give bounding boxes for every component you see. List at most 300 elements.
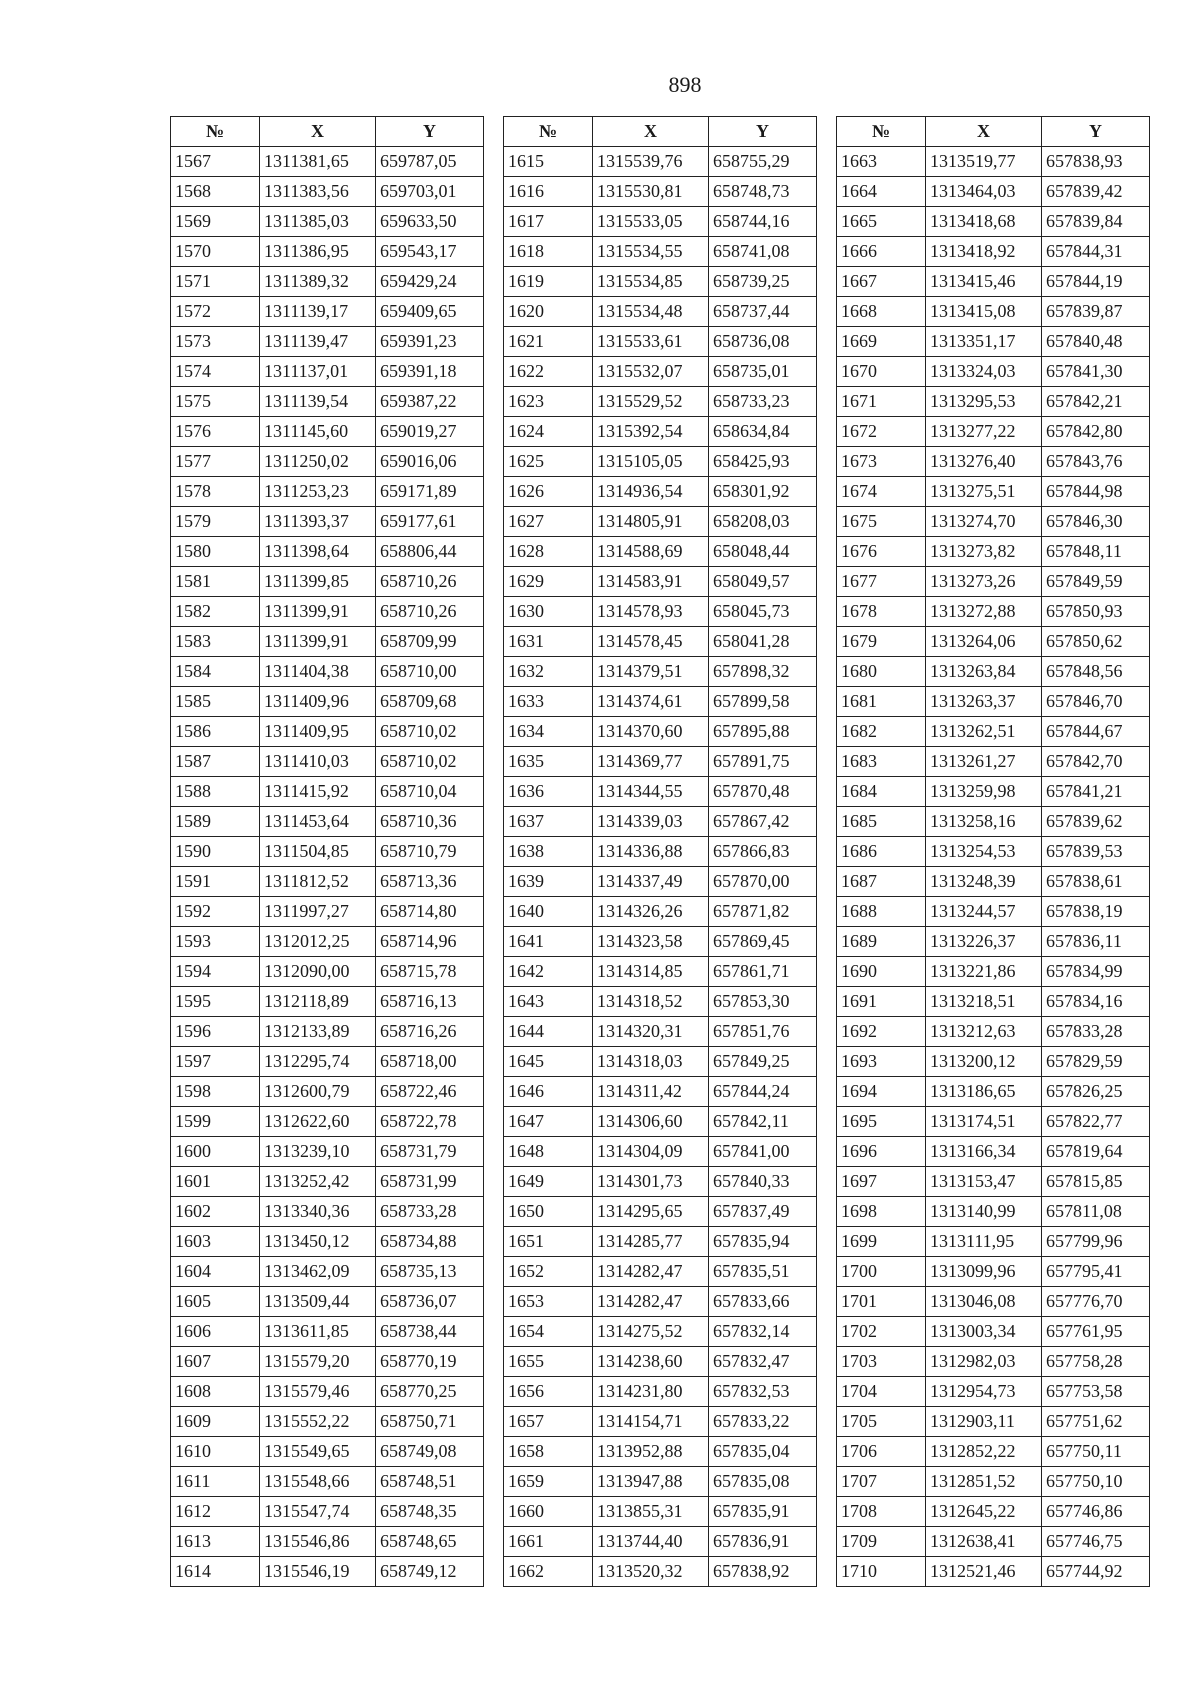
- y-coordinate-cell: 658049,57: [709, 567, 817, 597]
- table-row: [837, 1257, 1150, 1287]
- point-number-cell: 1632: [504, 657, 593, 687]
- table-row: [837, 1107, 1150, 1137]
- table-row: [837, 927, 1150, 957]
- point-number-cell: 1634: [504, 717, 593, 747]
- table-row: [171, 1557, 484, 1587]
- table-row: [837, 1167, 1150, 1197]
- point-number-cell: 1689: [837, 927, 926, 957]
- point-number-cell: 1683: [837, 747, 926, 777]
- table-row: [504, 447, 817, 477]
- x-coordinate-cell: 1311381,65: [260, 147, 376, 177]
- x-coordinate-cell: 1314282,47: [593, 1257, 709, 1287]
- table-row: [504, 747, 817, 777]
- y-coordinate-cell: 657826,25: [1042, 1077, 1150, 1107]
- point-number-cell: 1682: [837, 717, 926, 747]
- point-number-cell: 1697: [837, 1167, 926, 1197]
- table-row: [171, 867, 484, 897]
- x-coordinate-cell: 1312118,89: [260, 987, 376, 1017]
- x-coordinate-cell: 1312852,22: [926, 1437, 1042, 1467]
- point-number-cell: 1695: [837, 1107, 926, 1137]
- table-row: [171, 1317, 484, 1347]
- point-number-cell: 1663: [837, 147, 926, 177]
- y-coordinate-cell: 659391,23: [376, 327, 484, 357]
- y-coordinate-cell: 657839,87: [1042, 297, 1150, 327]
- x-coordinate-cell: 1315552,22: [260, 1407, 376, 1437]
- x-coordinate-cell: 1314370,60: [593, 717, 709, 747]
- x-coordinate-cell: 1312638,41: [926, 1527, 1042, 1557]
- y-coordinate-cell: 658739,25: [709, 267, 817, 297]
- table-row: [171, 807, 484, 837]
- x-header: X: [593, 117, 709, 147]
- x-coordinate-cell: 1311453,64: [260, 807, 376, 837]
- x-coordinate-cell: 1313418,92: [926, 237, 1042, 267]
- point-number-cell: 1667: [837, 267, 926, 297]
- x-coordinate-cell: 1311399,91: [260, 597, 376, 627]
- table-row: [837, 297, 1150, 327]
- y-coordinate-cell: 657869,45: [709, 927, 817, 957]
- y-coordinate-cell: 657839,84: [1042, 207, 1150, 237]
- table-row: [171, 1227, 484, 1257]
- point-number-cell: 1572: [171, 297, 260, 327]
- x-coordinate-cell: 1315534,55: [593, 237, 709, 267]
- table-row: [837, 1377, 1150, 1407]
- point-number-cell: 1639: [504, 867, 593, 897]
- y-coordinate-cell: 657834,16: [1042, 987, 1150, 1017]
- x-coordinate-cell: 1314588,69: [593, 537, 709, 567]
- y-coordinate-cell: 657848,56: [1042, 657, 1150, 687]
- y-coordinate-cell: 658748,51: [376, 1467, 484, 1497]
- point-number-cell: 1681: [837, 687, 926, 717]
- number-header: №: [171, 117, 260, 147]
- x-coordinate-cell: 1313046,08: [926, 1287, 1042, 1317]
- x-coordinate-cell: 1314379,51: [593, 657, 709, 687]
- table-row: [504, 867, 817, 897]
- table-row: [837, 627, 1150, 657]
- y-coordinate-cell: 658722,78: [376, 1107, 484, 1137]
- table-row: [504, 1227, 817, 1257]
- table-row: [504, 807, 817, 837]
- x-coordinate-cell: 1315579,20: [260, 1347, 376, 1377]
- point-number-cell: 1664: [837, 177, 926, 207]
- y-coordinate-cell: 658744,16: [709, 207, 817, 237]
- y-coordinate-cell: 658748,35: [376, 1497, 484, 1527]
- point-number-cell: 1605: [171, 1287, 260, 1317]
- point-number-cell: 1574: [171, 357, 260, 387]
- y-coordinate-cell: 658716,26: [376, 1017, 484, 1047]
- point-number-cell: 1615: [504, 147, 593, 177]
- y-coordinate-cell: 657850,62: [1042, 627, 1150, 657]
- y-coordinate-cell: 657849,59: [1042, 567, 1150, 597]
- point-number-cell: 1660: [504, 1497, 593, 1527]
- table-row: [504, 1047, 817, 1077]
- x-coordinate-cell: 1315539,76: [593, 147, 709, 177]
- x-coordinate-cell: 1313509,44: [260, 1287, 376, 1317]
- table-row: [504, 1017, 817, 1047]
- table-row: [837, 537, 1150, 567]
- x-coordinate-cell: 1313263,84: [926, 657, 1042, 687]
- x-coordinate-cell: 1313218,51: [926, 987, 1042, 1017]
- y-coordinate-cell: 657899,58: [709, 687, 817, 717]
- point-number-cell: 1631: [504, 627, 593, 657]
- y-coordinate-cell: 658634,84: [709, 417, 817, 447]
- x-coordinate-cell: 1313418,68: [926, 207, 1042, 237]
- x-coordinate-cell: 1311250,02: [260, 447, 376, 477]
- y-coordinate-cell: 658741,08: [709, 237, 817, 267]
- y-coordinate-cell: 657829,59: [1042, 1047, 1150, 1077]
- table-row: [171, 597, 484, 627]
- y-coordinate-cell: 658755,29: [709, 147, 817, 177]
- point-number-cell: 1590: [171, 837, 260, 867]
- y-coordinate-cell: 657836,91: [709, 1527, 817, 1557]
- point-number-cell: 1644: [504, 1017, 593, 1047]
- point-number-cell: 1584: [171, 657, 260, 687]
- table-row: [504, 657, 817, 687]
- point-number-cell: 1635: [504, 747, 593, 777]
- table-row: [837, 147, 1150, 177]
- table-row: [171, 1437, 484, 1467]
- table-row: [504, 537, 817, 567]
- x-coordinate-cell: 1311409,96: [260, 687, 376, 717]
- y-coordinate-cell: 658749,08: [376, 1437, 484, 1467]
- table-row: [171, 267, 484, 297]
- table-row: [504, 957, 817, 987]
- point-number-cell: 1618: [504, 237, 593, 267]
- y-coordinate-cell: 658716,13: [376, 987, 484, 1017]
- x-coordinate-cell: 1314318,03: [593, 1047, 709, 1077]
- table-row: [171, 537, 484, 567]
- y-coordinate-cell: 657751,62: [1042, 1407, 1150, 1437]
- x-coordinate-cell: 1313274,70: [926, 507, 1042, 537]
- table-row: [171, 327, 484, 357]
- point-number-cell: 1645: [504, 1047, 593, 1077]
- point-number-cell: 1625: [504, 447, 593, 477]
- table-row: [837, 1137, 1150, 1167]
- point-number-cell: 1706: [837, 1437, 926, 1467]
- point-number-cell: 1643: [504, 987, 593, 1017]
- x-coordinate-cell: 1313200,12: [926, 1047, 1042, 1077]
- point-number-cell: 1604: [171, 1257, 260, 1287]
- point-number-cell: 1646: [504, 1077, 593, 1107]
- y-coordinate-cell: 657841,21: [1042, 777, 1150, 807]
- table-row: [171, 1527, 484, 1557]
- table-row: [171, 387, 484, 417]
- x-coordinate-cell: 1313174,51: [926, 1107, 1042, 1137]
- table-row: [171, 177, 484, 207]
- table-row: [504, 507, 817, 537]
- table-row: [171, 897, 484, 927]
- point-number-cell: 1587: [171, 747, 260, 777]
- x-coordinate-cell: 1313519,77: [926, 147, 1042, 177]
- y-coordinate-cell: 657833,22: [709, 1407, 817, 1437]
- point-number-cell: 1591: [171, 867, 260, 897]
- y-coordinate-cell: 657758,28: [1042, 1347, 1150, 1377]
- table-row: [837, 837, 1150, 867]
- y-coordinate-cell: 659177,61: [376, 507, 484, 537]
- y-coordinate-cell: 658735,01: [709, 357, 817, 387]
- point-number-cell: 1676: [837, 537, 926, 567]
- x-coordinate-cell: 1314154,71: [593, 1407, 709, 1437]
- x-coordinate-cell: 1315546,19: [260, 1557, 376, 1587]
- point-number-cell: 1638: [504, 837, 593, 867]
- y-coordinate-cell: 657841,00: [709, 1137, 817, 1167]
- point-number-cell: 1649: [504, 1167, 593, 1197]
- point-number-cell: 1578: [171, 477, 260, 507]
- table-row: [837, 687, 1150, 717]
- table-row: [504, 597, 817, 627]
- coordinate-table-1: [170, 116, 484, 1587]
- point-number-cell: 1673: [837, 447, 926, 477]
- point-number-cell: 1593: [171, 927, 260, 957]
- x-coordinate-cell: 1314374,61: [593, 687, 709, 717]
- table-row: [504, 1257, 817, 1287]
- x-coordinate-cell: 1313275,51: [926, 477, 1042, 507]
- x-coordinate-cell: 1314318,52: [593, 987, 709, 1017]
- table-row: [504, 927, 817, 957]
- point-number-cell: 1657: [504, 1407, 593, 1437]
- x-coordinate-cell: 1315533,61: [593, 327, 709, 357]
- x-coordinate-cell: 1313140,99: [926, 1197, 1042, 1227]
- x-coordinate-cell: 1315529,52: [593, 387, 709, 417]
- y-coordinate-cell: 658048,44: [709, 537, 817, 567]
- x-coordinate-cell: 1313273,82: [926, 537, 1042, 567]
- y-coordinate-cell: 657898,32: [709, 657, 817, 687]
- table-row: [837, 207, 1150, 237]
- y-coordinate-cell: 658733,28: [376, 1197, 484, 1227]
- y-coordinate-cell: 657844,19: [1042, 267, 1150, 297]
- x-coordinate-cell: 1313239,10: [260, 1137, 376, 1167]
- y-coordinate-cell: 658045,73: [709, 597, 817, 627]
- y-coordinate-cell: 658710,26: [376, 597, 484, 627]
- y-coordinate-cell: 659016,06: [376, 447, 484, 477]
- y-coordinate-cell: 659387,22: [376, 387, 484, 417]
- table-row: [171, 657, 484, 687]
- x-coordinate-cell: 1311383,56: [260, 177, 376, 207]
- point-number-cell: 1670: [837, 357, 926, 387]
- table-row: [171, 1347, 484, 1377]
- table-row: [504, 237, 817, 267]
- table-row: [837, 447, 1150, 477]
- y-coordinate-cell: 657844,67: [1042, 717, 1150, 747]
- table-row: [504, 357, 817, 387]
- coordinate-table-2: [503, 116, 817, 1587]
- x-coordinate-cell: 1314339,03: [593, 807, 709, 837]
- table-row: [171, 1377, 484, 1407]
- x-coordinate-cell: 1313450,12: [260, 1227, 376, 1257]
- point-number-cell: 1652: [504, 1257, 593, 1287]
- x-coordinate-cell: 1313744,40: [593, 1527, 709, 1557]
- table-row: [837, 177, 1150, 207]
- point-number-cell: 1630: [504, 597, 593, 627]
- table-row: [504, 567, 817, 597]
- point-number-cell: 1612: [171, 1497, 260, 1527]
- x-coordinate-cell: 1313254,53: [926, 837, 1042, 867]
- table-row: [504, 687, 817, 717]
- y-coordinate-cell: 657870,00: [709, 867, 817, 897]
- x-coordinate-cell: 1314320,31: [593, 1017, 709, 1047]
- y-coordinate-cell: 658710,00: [376, 657, 484, 687]
- table-row: [837, 1047, 1150, 1077]
- x-coordinate-cell: 1312600,79: [260, 1077, 376, 1107]
- x-coordinate-cell: 1315546,86: [260, 1527, 376, 1557]
- y-coordinate-cell: 658731,99: [376, 1167, 484, 1197]
- point-number-cell: 1641: [504, 927, 593, 957]
- table-row: [171, 417, 484, 447]
- y-coordinate-cell: 658770,25: [376, 1377, 484, 1407]
- y-coordinate-cell: 657846,30: [1042, 507, 1150, 537]
- point-number-cell: 1688: [837, 897, 926, 927]
- y-coordinate-cell: 658208,03: [709, 507, 817, 537]
- y-coordinate-cell: 657832,47: [709, 1347, 817, 1377]
- x-coordinate-cell: 1315534,48: [593, 297, 709, 327]
- y-coordinate-cell: 659543,17: [376, 237, 484, 267]
- table-row: [504, 1437, 817, 1467]
- point-number-cell: 1622: [504, 357, 593, 387]
- x-coordinate-cell: 1314295,65: [593, 1197, 709, 1227]
- y-coordinate-cell: 657746,86: [1042, 1497, 1150, 1527]
- x-coordinate-cell: 1314805,91: [593, 507, 709, 537]
- x-coordinate-cell: 1313276,40: [926, 447, 1042, 477]
- y-coordinate-cell: 658710,79: [376, 837, 484, 867]
- x-coordinate-cell: 1314304,09: [593, 1137, 709, 1167]
- y-coordinate-cell: 657840,33: [709, 1167, 817, 1197]
- y-coordinate-cell: 658749,12: [376, 1557, 484, 1587]
- table-row: [837, 1017, 1150, 1047]
- table-row: [504, 147, 817, 177]
- point-number-cell: 1708: [837, 1497, 926, 1527]
- y-coordinate-cell: 657795,41: [1042, 1257, 1150, 1287]
- table-row: [837, 807, 1150, 837]
- y-coordinate-cell: 658770,19: [376, 1347, 484, 1377]
- table-row: [171, 237, 484, 267]
- point-number-cell: 1684: [837, 777, 926, 807]
- x-coordinate-cell: 1314314,85: [593, 957, 709, 987]
- point-number-cell: 1694: [837, 1077, 926, 1107]
- y-coordinate-cell: 657822,77: [1042, 1107, 1150, 1137]
- table-row: [504, 327, 817, 357]
- x-coordinate-cell: 1315547,74: [260, 1497, 376, 1527]
- point-number-cell: 1710: [837, 1557, 926, 1587]
- table-row: [171, 957, 484, 987]
- table-row: [171, 477, 484, 507]
- y-coordinate-cell: 657867,42: [709, 807, 817, 837]
- table-row: [504, 1287, 817, 1317]
- table-row: [504, 1107, 817, 1137]
- x-coordinate-cell: 1313226,37: [926, 927, 1042, 957]
- y-coordinate-cell: 658736,08: [709, 327, 817, 357]
- point-number-cell: 1692: [837, 1017, 926, 1047]
- y-coordinate-cell: 657836,11: [1042, 927, 1150, 957]
- table-row: [171, 747, 484, 777]
- point-number-cell: 1621: [504, 327, 593, 357]
- point-number-cell: 1585: [171, 687, 260, 717]
- y-coordinate-cell: 658734,88: [376, 1227, 484, 1257]
- y-coordinate-cell: 657835,04: [709, 1437, 817, 1467]
- y-coordinate-cell: 657835,91: [709, 1497, 817, 1527]
- x-coordinate-cell: 1313295,53: [926, 387, 1042, 417]
- point-number-cell: 1628: [504, 537, 593, 567]
- table-row: [171, 927, 484, 957]
- table-row: [837, 867, 1150, 897]
- point-number-cell: 1606: [171, 1317, 260, 1347]
- point-number-cell: 1654: [504, 1317, 593, 1347]
- x-coordinate-cell: 1313351,17: [926, 327, 1042, 357]
- table-row: [504, 627, 817, 657]
- y-coordinate-cell: 658709,68: [376, 687, 484, 717]
- y-coordinate-cell: 658710,04: [376, 777, 484, 807]
- x-coordinate-cell: 1313259,98: [926, 777, 1042, 807]
- table-row: [837, 387, 1150, 417]
- table-row: [504, 177, 817, 207]
- point-number-cell: 1613: [171, 1527, 260, 1557]
- point-number-cell: 1596: [171, 1017, 260, 1047]
- table-row: [837, 717, 1150, 747]
- point-number-cell: 1647: [504, 1107, 593, 1137]
- point-number-cell: 1614: [171, 1557, 260, 1587]
- point-number-cell: 1675: [837, 507, 926, 537]
- y-coordinate-cell: 658714,96: [376, 927, 484, 957]
- point-number-cell: 1627: [504, 507, 593, 537]
- table-row: [171, 567, 484, 597]
- point-number-cell: 1636: [504, 777, 593, 807]
- point-number-cell: 1690: [837, 957, 926, 987]
- x-coordinate-cell: 1315548,66: [260, 1467, 376, 1497]
- table-row: [837, 657, 1150, 687]
- point-number-cell: 1702: [837, 1317, 926, 1347]
- y-coordinate-cell: 658738,44: [376, 1317, 484, 1347]
- x-coordinate-cell: 1313462,09: [260, 1257, 376, 1287]
- x-coordinate-cell: 1312903,11: [926, 1407, 1042, 1437]
- table-row: [837, 957, 1150, 987]
- point-number-cell: 1678: [837, 597, 926, 627]
- y-coordinate-cell: 657837,49: [709, 1197, 817, 1227]
- x-coordinate-cell: 1315530,81: [593, 177, 709, 207]
- y-coordinate-cell: 657849,25: [709, 1047, 817, 1077]
- y-coordinate-cell: 657838,19: [1042, 897, 1150, 927]
- table-row: [504, 1407, 817, 1437]
- x-header: X: [926, 117, 1042, 147]
- table-row: [837, 1077, 1150, 1107]
- y-coordinate-cell: 658736,07: [376, 1287, 484, 1317]
- table-row: [171, 1467, 484, 1497]
- y-coordinate-cell: 657853,30: [709, 987, 817, 1017]
- table-row: [504, 1077, 817, 1107]
- x-coordinate-cell: 1314285,77: [593, 1227, 709, 1257]
- x-coordinate-cell: 1311410,03: [260, 747, 376, 777]
- table-row: [837, 1347, 1150, 1377]
- point-number-cell: 1601: [171, 1167, 260, 1197]
- x-coordinate-cell: 1314578,45: [593, 627, 709, 657]
- x-coordinate-cell: 1314231,80: [593, 1377, 709, 1407]
- table-row: [504, 987, 817, 1017]
- y-coordinate-cell: 659171,89: [376, 477, 484, 507]
- y-coordinate-cell: 657842,21: [1042, 387, 1150, 417]
- table-row: [504, 387, 817, 417]
- x-coordinate-cell: 1311389,32: [260, 267, 376, 297]
- y-coordinate-cell: 657834,99: [1042, 957, 1150, 987]
- x-coordinate-cell: 1314275,52: [593, 1317, 709, 1347]
- point-number-cell: 1598: [171, 1077, 260, 1107]
- y-coordinate-cell: 657832,14: [709, 1317, 817, 1347]
- point-number-cell: 1700: [837, 1257, 926, 1287]
- point-number-cell: 1623: [504, 387, 593, 417]
- table-row: [837, 267, 1150, 297]
- y-coordinate-cell: 657750,11: [1042, 1437, 1150, 1467]
- y-coordinate-cell: 658715,78: [376, 957, 484, 987]
- y-coordinate-cell: 659787,05: [376, 147, 484, 177]
- point-number-cell: 1698: [837, 1197, 926, 1227]
- table-row: [837, 897, 1150, 927]
- x-coordinate-cell: 1313099,96: [926, 1257, 1042, 1287]
